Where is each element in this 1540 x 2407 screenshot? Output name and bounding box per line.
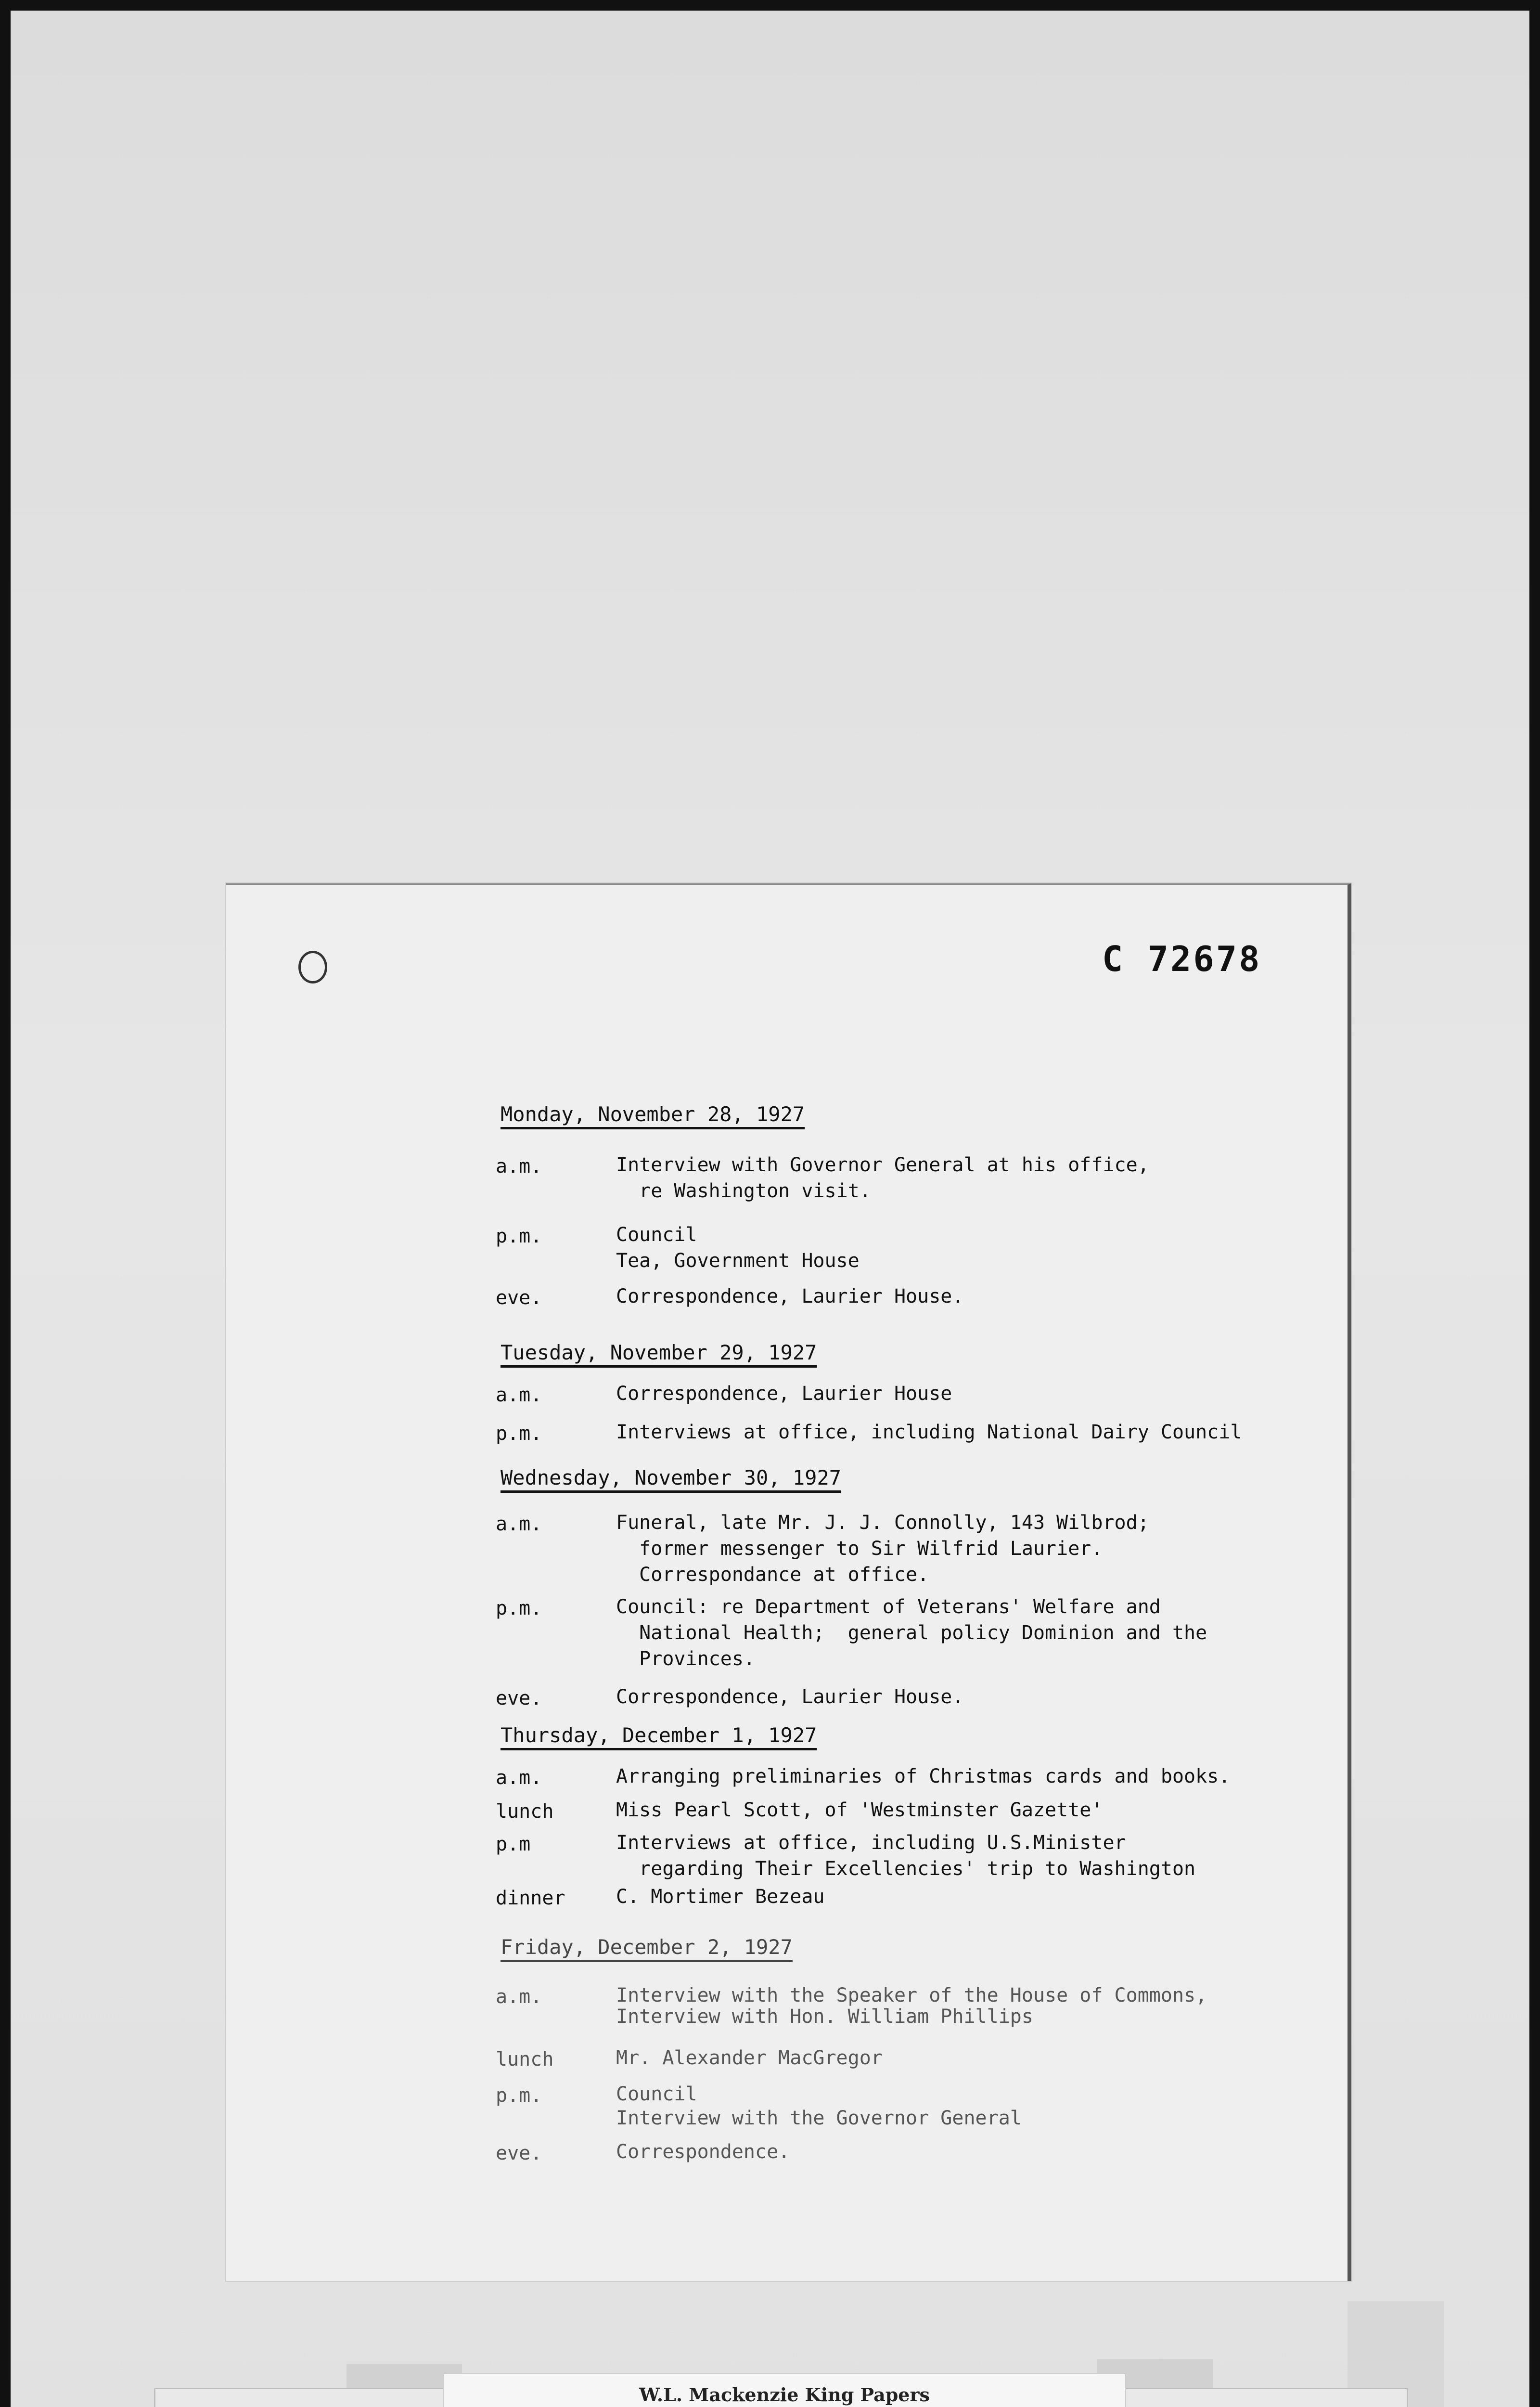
- day-heading-monday: Monday, November 28, 1927: [500, 1102, 805, 1126]
- entry-line: Correspondence.: [616, 2141, 790, 2163]
- document-number: C 72678: [1102, 939, 1262, 979]
- entry-label: p.m.: [496, 2084, 542, 2107]
- entry-line: Correspondence, Laurier House: [616, 1383, 952, 1405]
- entry-label: a.m.: [496, 1155, 542, 1178]
- entry-label: a.m.: [496, 1986, 542, 2008]
- entry-line: former messenger to Sir Wilfrid Laurier.: [616, 1538, 1103, 1560]
- entry-label: lunch: [496, 1800, 554, 1823]
- entry-line: Provinces.: [616, 1648, 755, 1670]
- entry-line: C. Mortimer Bezeau: [616, 1886, 825, 1908]
- entry-label: eve.: [496, 1287, 542, 1309]
- entry-line: Council: [616, 2083, 697, 2105]
- entry-line: Council: re Department of Veterans' Welfare and: [616, 1596, 1161, 1618]
- entry-line: Correspondance at office.: [616, 1564, 929, 1586]
- entry-line: Funeral, late Mr. J. J. Connolly, 143 Wilbrod;: [616, 1512, 1149, 1534]
- entry-line: Interview with the Speaker of the House of Commons,: [616, 1984, 1207, 2006]
- entry-label: eve.: [496, 2142, 542, 2164]
- entry-label: dinner: [496, 1887, 565, 1909]
- entry-line: Interviews at office, including National Dairy Council: [616, 1421, 1242, 1443]
- entry-label: p.m.: [496, 1597, 542, 1619]
- entry-line: Interview with the Governor General: [616, 2107, 1022, 2129]
- archive-label: [443, 2373, 1126, 2407]
- entry-line: Council: [616, 1224, 697, 1246]
- day-heading-wednesday: Wednesday, November 30, 1927: [500, 1466, 842, 1489]
- entry-label: p.m.: [496, 1225, 542, 1247]
- entry-line: Correspondence, Laurier House.: [616, 1686, 964, 1708]
- entry-label: p.m: [496, 1833, 531, 1855]
- entry-label: lunch: [496, 2048, 554, 2071]
- entry-line: Tea, Government House: [616, 1250, 860, 1272]
- entry-line: Interview with Hon. William Phillips: [616, 2006, 1033, 2028]
- entry-line: Correspondence, Laurier House.: [616, 1285, 964, 1307]
- entry-line: Interview with Governor General at his office,: [616, 1154, 1149, 1176]
- entry-line: Mr. Alexander MacGregor: [616, 2047, 883, 2069]
- entry-label: p.m.: [496, 1423, 542, 1445]
- archive-label-line: W.L. Mackenzie King Papers: [639, 2384, 930, 2406]
- entry-label: a.m.: [496, 1767, 542, 1789]
- entry-label: eve.: [496, 1687, 542, 1709]
- entry-line: Miss Pearl Scott, of 'Westminster Gazette': [616, 1799, 1103, 1821]
- day-heading-friday: Friday, December 2, 1927: [500, 1935, 793, 1959]
- day-heading-thursday: Thursday, December 1, 1927: [500, 1723, 817, 1747]
- entry-line: re Washington visit.: [616, 1180, 871, 1202]
- punch-hole: [298, 951, 327, 984]
- entry-label: a.m.: [496, 1513, 542, 1535]
- entry-line: Interviews at office, including U.S.Minister: [616, 1832, 1126, 1854]
- day-heading-tuesday: Tuesday, November 29, 1927: [500, 1341, 817, 1364]
- entry-line: Arranging preliminaries of Christmas cards and books.: [616, 1765, 1231, 1787]
- entry-label: a.m.: [496, 1384, 542, 1406]
- entry-line: National Health; general policy Dominion and the: [616, 1622, 1207, 1644]
- entry-line: regarding Their Excellencies' trip to Washington: [616, 1858, 1196, 1880]
